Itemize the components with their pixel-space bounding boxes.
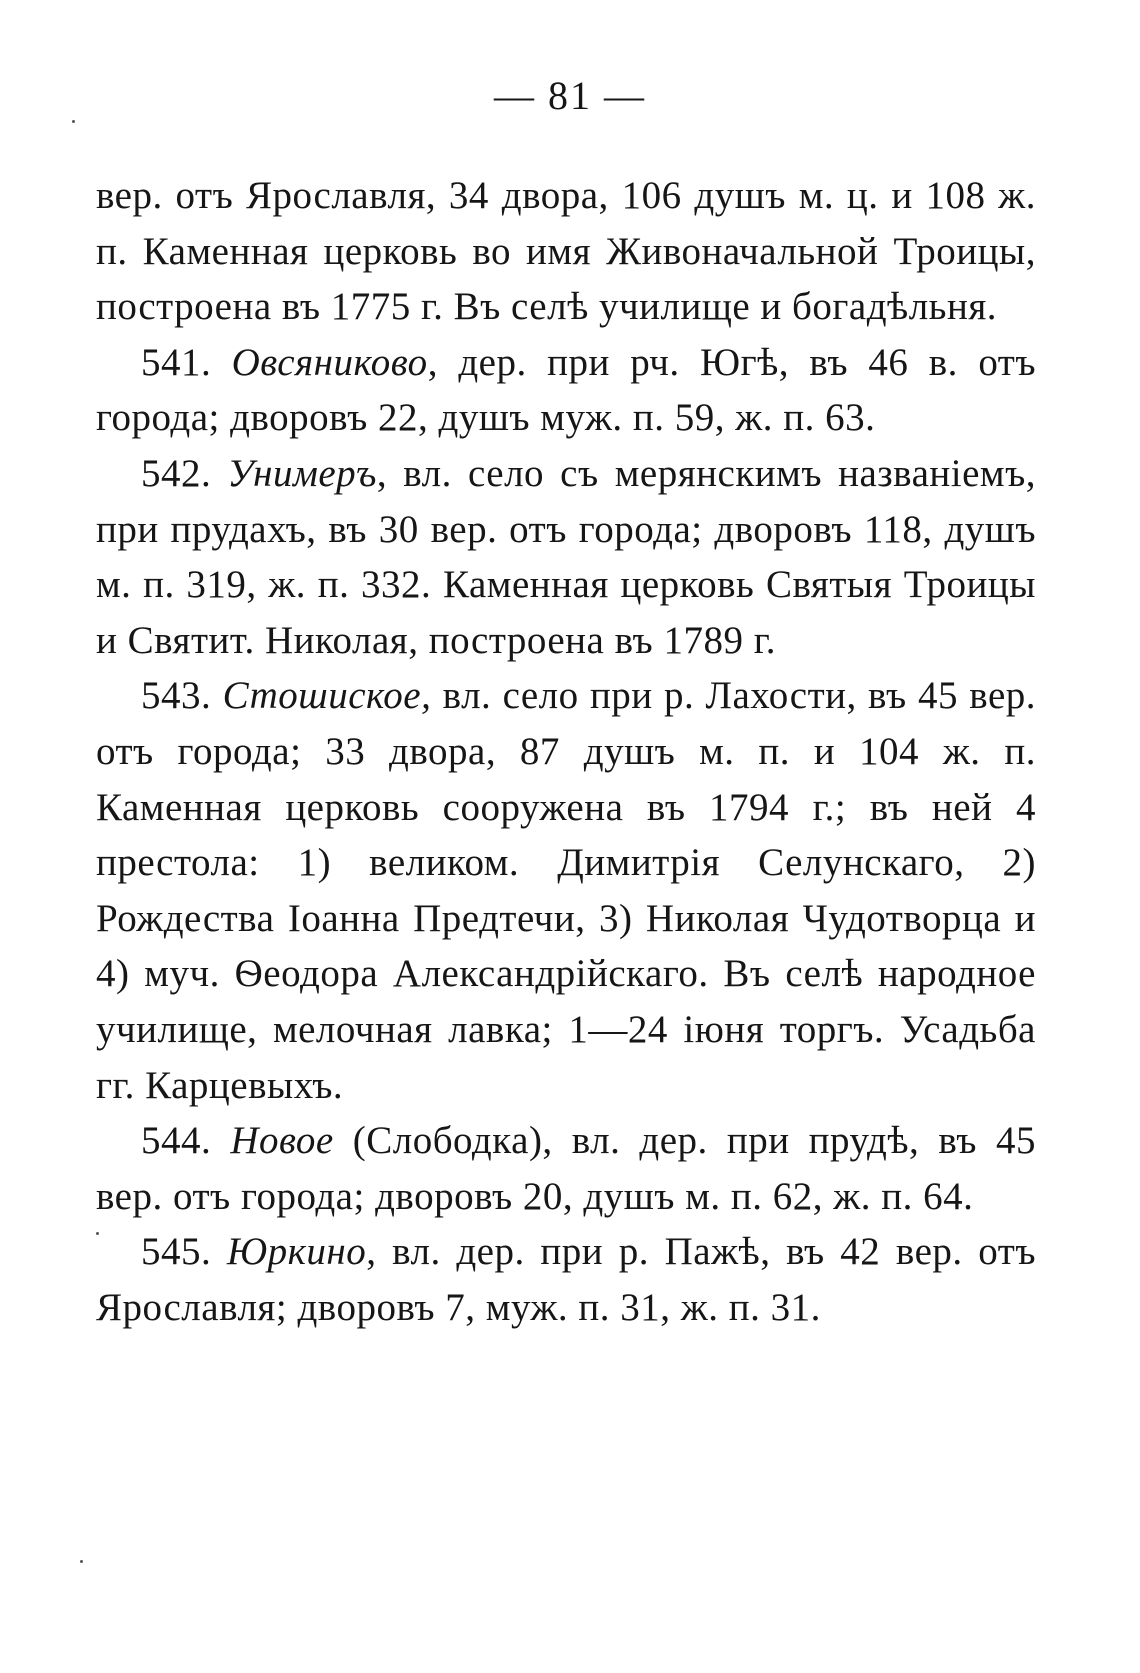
entry-542 (96, 446, 1036, 668)
entry-number: 544. (141, 1119, 212, 1163)
entry-543 (96, 668, 1036, 1113)
entry-number: 542. (141, 451, 212, 495)
entry-number: 541. (141, 340, 212, 384)
entry-text: вер. отъ Ярославля, 34 двора, 106 душъ м. ц. и 108 ж. п. Каменная церковь во имя Живоначальной Троицы, построена въ 1775 г. Въ селѣ училище и богадѣльня. (96, 174, 1036, 329)
body-text (96, 168, 1036, 1335)
entry-text: вл. село при р. Лахости, въ 45 вер. отъ города; 33 двора, 87 душъ м. п. и 104 ж. п. Каменная церковь сооружена въ 1794 г.; въ ней 4 престола: 1) великом. Димитрія Селунскаго, 2) Рождества Іоанна Предтечи, 3) Николая Чудотворца и 4) муч. Ѳеодора Александрійскаго. Въ селѣ народное училище, мелочная лавка; 1—24 іюня торгъ. Усадьба гг. Карцевыхъ. (96, 674, 1037, 1107)
entry-text: , вл. дер. при р. Пажѣ, въ 42 вер. отъ Ярославля; дворовъ 7, муж. п. 31, ж. п. 31. (96, 1230, 1037, 1329)
scan-speck (80, 1560, 83, 1563)
scan-speck (96, 1232, 99, 1235)
entry-545 (96, 1224, 1036, 1335)
place-name: Юркино (226, 1230, 367, 1274)
entry-text: , дер. при рч. Югѣ, въ 46 в. отъ города; дворовъ 22, душъ муж. п. 59, ж. п. 63. (96, 340, 1037, 440)
page-number: — 81 — (494, 73, 646, 118)
entry-541 (96, 335, 1036, 446)
entry-text: , вл. село съ мерянскимъ названіемъ, при прудахъ, въ 30 вер. отъ города; дворовъ 118, душъ м. п. 319, ж. п. 332. Каменная церковь Святыя Троицы и Святит. Николая, построена въ 1789 г. (96, 451, 1036, 662)
entry-number: 543. (141, 674, 212, 718)
place-name: Новое (230, 1119, 334, 1163)
place-name: Овсяниково (231, 340, 428, 384)
place-name: Унимеръ (227, 451, 377, 495)
entry-text: (Слободка), вл. дер. при прудѣ, въ 45 вер. отъ города; дворовъ 20, душъ м. п. 62, ж. п. 64. (96, 1119, 1037, 1218)
entry-continuation (96, 168, 1036, 335)
place-name: Стошиское, (222, 674, 432, 718)
entry-number: 545. (141, 1230, 212, 1274)
scan-speck (72, 120, 75, 123)
entry-544 (96, 1113, 1036, 1224)
